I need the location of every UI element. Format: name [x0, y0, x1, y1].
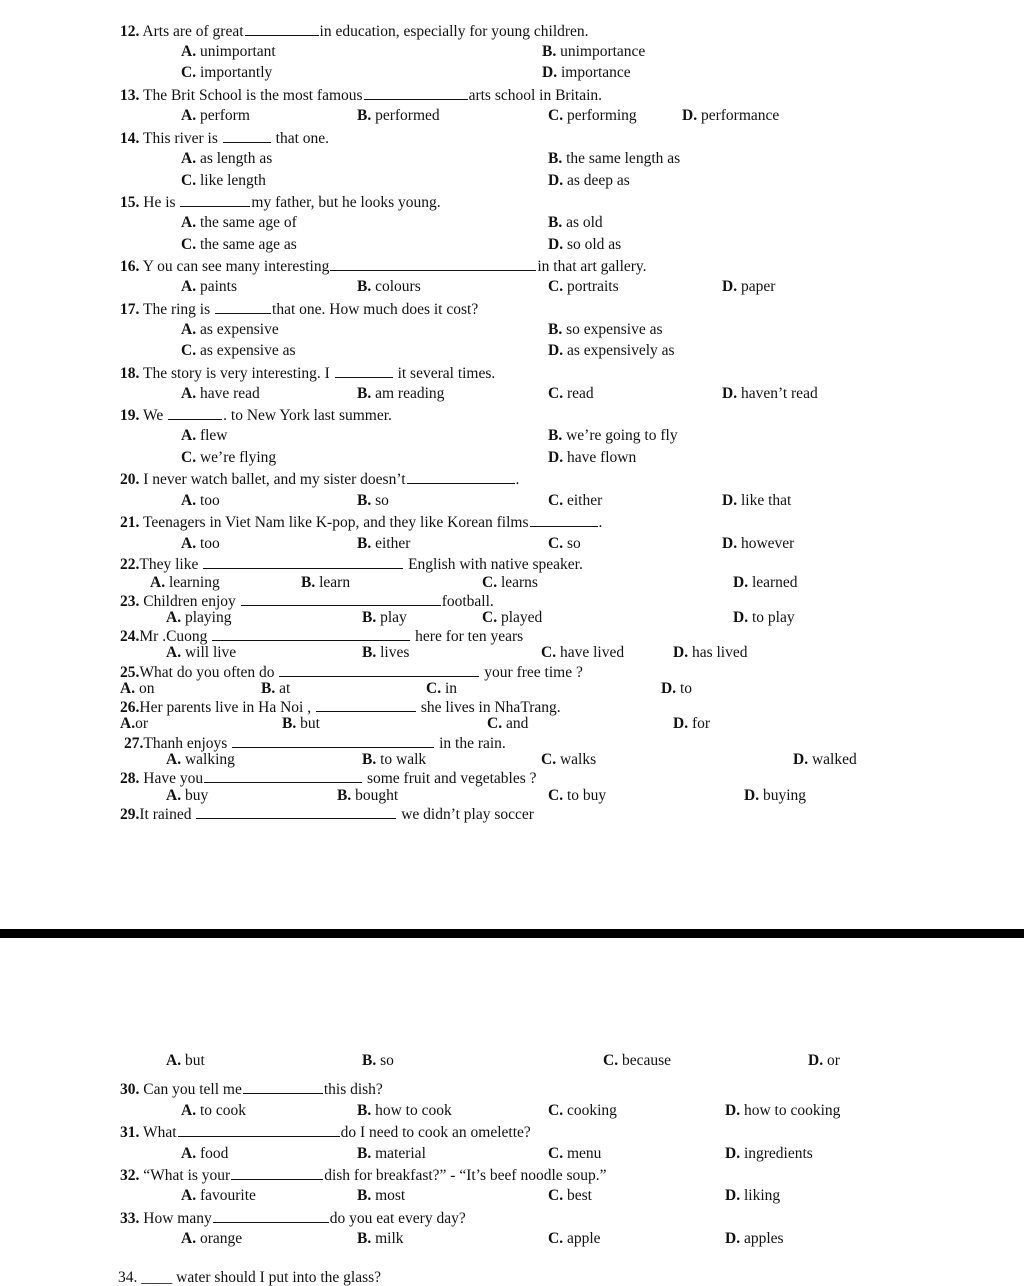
- option-letter: B.: [337, 787, 352, 804]
- option-letter: A.: [166, 644, 182, 661]
- option-letter: C.: [548, 107, 564, 124]
- question-stem-end: English with native speaker.: [408, 556, 583, 573]
- question-number: 27.: [124, 735, 144, 752]
- option-letter: A.: [181, 150, 197, 167]
- option-d: D. like that: [722, 492, 792, 509]
- option-letter: C.: [426, 680, 442, 697]
- option-letter: D.: [733, 609, 749, 626]
- question-number: 16.: [120, 258, 140, 275]
- question-number: 13.: [120, 87, 140, 104]
- option-d: D. performance: [682, 107, 780, 124]
- question-stem: The Brit School is the most famous: [142, 87, 363, 104]
- option-b: B. but: [282, 715, 320, 732]
- question-19: [120, 407, 392, 424]
- question-number: 29.: [120, 806, 140, 823]
- option-letter: C.: [181, 449, 197, 466]
- option-letter: A.: [166, 751, 182, 768]
- option-letter: D.: [725, 1102, 741, 1119]
- option-d: D. so old as: [548, 236, 622, 253]
- option-letter: D.: [725, 1145, 741, 1162]
- answer-blank: [245, 23, 319, 36]
- question-stem-end: dish for breakfast?” - “It’s beef noodle soup.”: [324, 1167, 607, 1184]
- question-number: 22.: [120, 556, 140, 573]
- question-stem-end: your free time ?: [484, 664, 583, 681]
- option-c: C. the same age as: [181, 236, 297, 253]
- option-d: D. walked: [793, 751, 857, 768]
- question-20: [120, 471, 519, 488]
- question-15: [120, 194, 441, 211]
- question-stem: The ring is: [142, 301, 211, 318]
- question-number: 18.: [120, 365, 140, 382]
- question-stem: “What is your: [143, 1167, 231, 1184]
- option-letter: B.: [357, 492, 372, 509]
- option-letter: D.: [725, 1187, 741, 1204]
- option-letter: C.: [548, 278, 564, 295]
- option-letter: A.: [181, 1230, 197, 1247]
- option-a: A. to cook: [181, 1102, 247, 1119]
- option-letter: D.: [733, 574, 749, 591]
- option-letter: B.: [357, 1102, 372, 1119]
- question-number: 12.: [120, 23, 140, 40]
- option-letter: C.: [487, 715, 503, 732]
- option-letter: B.: [282, 715, 297, 732]
- option-b: B. most: [357, 1187, 406, 1204]
- option-a: A. food: [181, 1145, 229, 1162]
- option-c: C. we’re flying: [181, 449, 277, 466]
- option-d: D. to: [661, 680, 693, 697]
- question-number: 28.: [120, 770, 140, 787]
- option-letter: B.: [548, 427, 563, 444]
- question-stem: Her parents live in Ha Noi ,: [139, 699, 312, 716]
- question-stem-end: in education, especially for young children.: [319, 23, 589, 40]
- question-29: [120, 806, 534, 823]
- question-13: [120, 87, 602, 104]
- option-letter: C.: [541, 644, 557, 661]
- option-letter: D.: [542, 64, 558, 81]
- option-a: A. walking: [166, 751, 235, 768]
- option-d: D. learned: [733, 574, 798, 591]
- option-letter: A.: [120, 680, 136, 697]
- option-letter: C.: [482, 574, 498, 591]
- option-letter: B.: [548, 150, 563, 167]
- option-c: C. and: [487, 715, 529, 732]
- answer-blank: [212, 628, 410, 641]
- option-c: C. walks: [541, 751, 597, 768]
- question-30: [120, 1081, 383, 1098]
- question-stem-end: do you eat every day?: [329, 1210, 466, 1227]
- option-a: A. as expensive: [181, 321, 279, 338]
- option-letter: D.: [548, 172, 564, 189]
- option-letter: D.: [673, 715, 689, 732]
- question-34-cut-off: 34. ____ water should I put into the glass?: [118, 1269, 382, 1286]
- option-c: C. best: [548, 1187, 592, 1204]
- option-letter: A.: [181, 427, 197, 444]
- option-c: C. played: [482, 609, 543, 626]
- question-stem: We: [142, 407, 164, 424]
- question-stem: How many: [143, 1210, 212, 1227]
- option-a: A. but: [166, 1052, 205, 1069]
- question-stem-end: she lives in NhaTrang.: [420, 699, 561, 716]
- question-24: [120, 628, 523, 645]
- question-stem: I never watch ballet, and my sister doesn’t: [143, 471, 406, 488]
- option-letter: C.: [548, 1145, 564, 1162]
- question-stem-end: .: [598, 514, 603, 531]
- answer-blank: [335, 365, 393, 378]
- option-letter: B.: [548, 321, 563, 338]
- option-c: C. portraits: [548, 278, 619, 295]
- question-28: [120, 770, 537, 787]
- option-c: C. like length: [181, 172, 266, 189]
- question-number: 24.: [120, 628, 140, 645]
- question-stem-end: . to New York last summer.: [223, 407, 392, 424]
- option-c: C. menu: [548, 1145, 602, 1162]
- option-letter: A.: [166, 1052, 182, 1069]
- option-letter: D.: [722, 278, 738, 295]
- option-letter: A.: [166, 787, 182, 804]
- question-14: [120, 130, 329, 147]
- answer-blank: [316, 699, 416, 712]
- option-d: D. haven’t read: [722, 385, 818, 402]
- option-a: A. orange: [181, 1230, 243, 1247]
- option-a: A. playing: [166, 609, 232, 626]
- option-b: B. at: [261, 680, 291, 697]
- option-a: A. favourite: [181, 1187, 256, 1204]
- question-stem-end: that one. How much does it cost?: [272, 301, 479, 318]
- question-stem: What do you often do: [139, 664, 275, 681]
- question-25: [120, 664, 583, 681]
- option-letter: C.: [548, 1187, 564, 1204]
- option-c: C. performing: [548, 107, 637, 124]
- option-b: B. how to cook: [357, 1102, 452, 1119]
- option-b: B. play: [362, 609, 407, 626]
- option-d: D. paper: [722, 278, 776, 295]
- question-33: [120, 1210, 466, 1227]
- option-letter: D.: [548, 236, 564, 253]
- question-stem: Thanh enjoys: [143, 735, 228, 752]
- question-stem-end: that one.: [275, 130, 330, 147]
- question-31: [120, 1124, 531, 1141]
- option-letter: C.: [548, 492, 564, 509]
- answer-blank: [196, 806, 396, 819]
- option-letter: B.: [357, 385, 372, 402]
- question-stem: The story is very interesting. I: [142, 365, 330, 382]
- option-letter: A.: [181, 43, 197, 60]
- option-a: A. learning: [150, 574, 220, 591]
- question-21: [120, 514, 602, 531]
- option-b: B. to walk: [362, 751, 427, 768]
- question-number: 20.: [120, 471, 140, 488]
- option-b: B. the same length as: [548, 150, 681, 167]
- option-c: C. because: [603, 1052, 672, 1069]
- option-a: A. unimportant: [181, 43, 276, 60]
- question-stem: He is: [143, 194, 176, 211]
- option-b: B. lives: [362, 644, 410, 661]
- question-number: 21.: [120, 514, 140, 531]
- option-b: B. unimportance: [542, 43, 646, 60]
- option-a: A. paints: [181, 278, 237, 295]
- option-c: C. read: [548, 385, 594, 402]
- question-stem: This river is: [142, 130, 218, 147]
- option-d: D. apples: [725, 1230, 784, 1247]
- question-number: 19.: [120, 407, 140, 424]
- option-letter: D.: [725, 1230, 741, 1247]
- question-23: [120, 593, 494, 610]
- option-letter: A.: [181, 1102, 197, 1119]
- answer-blank: [364, 87, 468, 100]
- option-b: B. colours: [357, 278, 421, 295]
- question-stem: Children enjoy: [143, 593, 236, 610]
- option-letter: B.: [261, 680, 276, 697]
- option-d: D. as expensively as: [548, 342, 675, 359]
- option-letter: C.: [181, 172, 197, 189]
- option-letter: C.: [548, 1230, 564, 1247]
- option-c: C. so: [548, 535, 581, 552]
- option-letter: C.: [603, 1052, 619, 1069]
- option-letter: C.: [548, 787, 564, 804]
- question-stem-end: arts school in Britain.: [468, 87, 603, 104]
- option-letter: A.: [181, 107, 197, 124]
- answer-blank: [232, 735, 434, 748]
- option-d: D. have flown: [548, 449, 637, 466]
- page-break-bar: [0, 929, 1024, 938]
- option-letter: A.: [120, 715, 136, 732]
- option-b: B. so: [362, 1052, 394, 1069]
- option-a: A. as length as: [181, 150, 273, 167]
- option-b: B. milk: [357, 1230, 404, 1247]
- question-stem: Can you tell me: [143, 1081, 242, 1098]
- question-stem-end: my father, but he looks young.: [251, 194, 441, 211]
- answer-blank: [203, 556, 403, 569]
- option-c: C. learns: [482, 574, 538, 591]
- question-stem: They like: [139, 556, 199, 573]
- option-c: C. to buy: [548, 787, 607, 804]
- answer-blank: [530, 514, 598, 527]
- option-d: D. for: [673, 715, 711, 732]
- option-d: D. liking: [725, 1187, 781, 1204]
- question-27: [124, 735, 506, 752]
- option-d: D. however: [722, 535, 795, 552]
- option-b: B. as old: [548, 214, 603, 231]
- question-stem-end: .: [515, 471, 520, 488]
- option-letter: A.: [181, 1187, 197, 1204]
- question-stem-end: some fruit and vegetables ?: [366, 770, 537, 787]
- option-a: A. perform: [181, 107, 250, 124]
- question-17: [120, 301, 478, 318]
- option-c: C. either: [548, 492, 603, 509]
- option-letter: B.: [357, 535, 372, 552]
- question-number: 23.: [120, 593, 140, 610]
- question-stem: Mr .Cuong: [139, 628, 208, 645]
- option-letter: D.: [673, 644, 689, 661]
- option-letter: C.: [181, 236, 197, 253]
- option-letter: D.: [548, 342, 564, 359]
- question-number: 15.: [120, 194, 140, 211]
- option-letter: B.: [357, 278, 372, 295]
- question-number: 26.: [120, 699, 140, 716]
- option-letter: D.: [661, 680, 677, 697]
- option-letter: D.: [808, 1052, 824, 1069]
- option-letter: A.: [166, 609, 182, 626]
- option-b: B. so expensive as: [548, 321, 663, 338]
- option-letter: C.: [548, 1102, 564, 1119]
- question-stem-end: here for ten years: [415, 628, 524, 645]
- option-letter: B.: [362, 609, 377, 626]
- question-number: 31.: [120, 1124, 140, 1141]
- question-32: [120, 1167, 607, 1184]
- answer-blank: [168, 407, 222, 420]
- option-d: D. importance: [542, 64, 631, 81]
- option-letter: B.: [301, 574, 316, 591]
- question-number: 30.: [120, 1081, 140, 1098]
- question-stem: Teenagers in Viet Nam like K-pop, and they like Korean films: [142, 514, 529, 531]
- option-letter: A.: [181, 321, 197, 338]
- question-stem: Y ou can see many interesting: [142, 258, 330, 275]
- question-stem-end: in that art gallery.: [537, 258, 647, 275]
- answer-blank: [213, 1210, 329, 1223]
- option-d: D. how to cooking: [725, 1102, 841, 1119]
- question-stem-end: we didn’t play soccer: [401, 806, 534, 823]
- answer-blank: [178, 1124, 340, 1137]
- question-stem-end: it several times.: [397, 365, 496, 382]
- option-letter: D.: [722, 385, 738, 402]
- question-26: [120, 699, 561, 716]
- option-letter: D.: [744, 787, 760, 804]
- option-d: D. to play: [733, 609, 795, 626]
- option-a: A. the same age of: [181, 214, 297, 231]
- option-letter: B.: [357, 1230, 372, 1247]
- question-18: [120, 365, 495, 382]
- option-b: B. either: [357, 535, 411, 552]
- option-letter: B.: [357, 1187, 372, 1204]
- option-c: C. apple: [548, 1230, 601, 1247]
- question-number: 14.: [120, 130, 140, 147]
- option-letter: C.: [541, 751, 557, 768]
- option-a: A. on: [120, 680, 155, 697]
- question-22: [120, 556, 583, 573]
- question-number: 33.: [120, 1210, 140, 1227]
- option-d: D. or: [808, 1052, 840, 1069]
- question-16: [120, 258, 647, 275]
- option-b: B. learn: [301, 574, 351, 591]
- option-letter: A.: [181, 1145, 197, 1162]
- option-a: A. have read: [181, 385, 260, 402]
- option-letter: A.: [181, 278, 197, 295]
- question-stem: It rained: [139, 806, 192, 823]
- option-c: C. cooking: [548, 1102, 617, 1119]
- question-number: 25.: [120, 664, 140, 681]
- option-c: C. as expensive as: [181, 342, 296, 359]
- option-b: B. we’re going to fly: [548, 427, 678, 444]
- question-stem-end: do I need to cook an omelette?: [340, 1124, 531, 1141]
- option-letter: D.: [682, 107, 698, 124]
- option-c: C. importantly: [181, 64, 273, 81]
- option-a: A. will live: [166, 644, 237, 661]
- answer-blank: [407, 471, 515, 484]
- option-letter: C.: [482, 609, 498, 626]
- answer-blank: [241, 593, 441, 606]
- answer-blank: [223, 130, 271, 143]
- option-c: C. have lived: [541, 644, 625, 661]
- option-b: B. bought: [337, 787, 399, 804]
- option-a: A. flew: [181, 427, 228, 444]
- option-a: A. too: [181, 492, 220, 509]
- question-12: [120, 23, 589, 40]
- option-a: A. buy: [166, 787, 209, 804]
- answer-blank: [330, 258, 536, 271]
- question-stem: What: [142, 1124, 177, 1141]
- question-number: 32.: [120, 1167, 140, 1184]
- answer-blank: [215, 301, 271, 314]
- question-stem-end: in the rain.: [439, 735, 506, 752]
- option-letter: B.: [362, 644, 377, 661]
- option-a: A. too: [181, 535, 220, 552]
- answer-blank: [279, 664, 479, 677]
- option-letter: C.: [548, 535, 564, 552]
- answer-blank: [204, 770, 362, 783]
- option-letter: B.: [548, 214, 563, 231]
- option-a: A.or: [120, 715, 148, 732]
- option-letter: B.: [357, 1145, 372, 1162]
- option-letter: B.: [357, 107, 372, 124]
- option-b: B. am reading: [357, 385, 445, 402]
- option-letter: C.: [181, 342, 197, 359]
- question-stem: Have you: [143, 770, 204, 787]
- option-letter: D.: [793, 751, 809, 768]
- option-letter: D.: [722, 492, 738, 509]
- option-letter: A.: [181, 535, 197, 552]
- option-b: B. material: [357, 1145, 426, 1162]
- option-c: C. in: [426, 680, 458, 697]
- option-d: D. as deep as: [548, 172, 630, 189]
- answer-blank: [231, 1167, 323, 1180]
- option-d: D. has lived: [673, 644, 748, 661]
- option-letter: A.: [150, 574, 166, 591]
- option-letter: A.: [181, 385, 197, 402]
- option-letter: C.: [548, 385, 564, 402]
- answer-blank: [180, 194, 250, 207]
- option-b: B. so: [357, 492, 389, 509]
- option-letter: D.: [722, 535, 738, 552]
- question-stem: Arts are of great: [142, 23, 244, 40]
- option-letter: A.: [181, 214, 197, 231]
- option-d: D. buying: [744, 787, 807, 804]
- option-letter: A.: [181, 492, 197, 509]
- option-letter: B.: [362, 1052, 377, 1069]
- question-stem-end: football.: [441, 593, 494, 610]
- question-number: 17.: [120, 301, 140, 318]
- option-d: D. ingredients: [725, 1145, 813, 1162]
- option-letter: C.: [181, 64, 197, 81]
- question-stem-end: this dish?: [323, 1081, 383, 1098]
- option-letter: B.: [542, 43, 557, 60]
- option-letter: D.: [548, 449, 564, 466]
- option-letter: B.: [362, 751, 377, 768]
- option-b: B. performed: [357, 107, 440, 124]
- answer-blank: [243, 1081, 323, 1094]
